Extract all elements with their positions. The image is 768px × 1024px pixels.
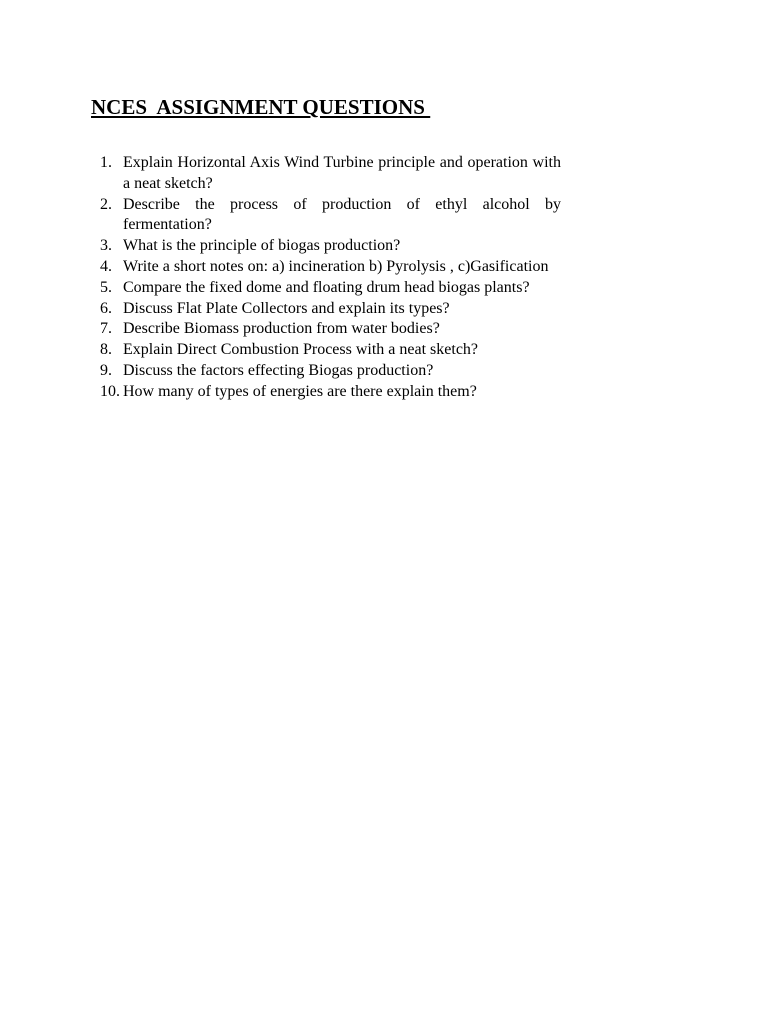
question-text: Describe the process of production of ethyl alcohol by fermentation? [123, 195, 561, 234]
list-item [91, 236, 561, 257]
question-text: What is the principle of biogas production? [123, 237, 401, 255]
list-item [91, 257, 561, 278]
question-number: 7. [100, 320, 112, 338]
question-number: 4. [100, 257, 112, 275]
question-text: Describe Biomass production from water bodies? [123, 320, 440, 338]
question-number: 2. [100, 195, 112, 213]
question-number: 8. [100, 341, 112, 359]
question-number: 3. [100, 237, 112, 255]
list-item [91, 382, 561, 403]
list-item [91, 195, 561, 237]
question-number: 9. [100, 361, 112, 379]
question-text: Discuss Flat Plate Collectors and explain its types? [123, 299, 450, 317]
list-item [91, 299, 561, 320]
list-item [91, 319, 561, 340]
list-item [91, 153, 561, 195]
question-text: Discuss the factors effecting Biogas production? [123, 361, 434, 379]
question-number: 1. [100, 154, 112, 171]
question-text: Write a short notes on: a) incineration b) Pyrolysis , c)Gasification [123, 257, 549, 275]
question-number: 6. [100, 299, 112, 317]
page-title: NCES ASSIGNMENT QUESTIONS [91, 95, 431, 119]
question-text: Explain Direct Combustion Process with a neat sketch? [123, 341, 479, 359]
question-text: Compare the fixed dome and floating drum head biogas plants? [123, 278, 530, 296]
question-number: 5. [100, 278, 112, 296]
question-text: How many of types of energies are there explain them? [123, 382, 477, 400]
list-item [91, 340, 561, 361]
question-list [91, 153, 561, 403]
list-item [91, 278, 561, 299]
question-number: 10. [100, 382, 120, 400]
list-item [91, 361, 561, 382]
question-text: Explain Horizontal Axis Wind Turbine principle and operation with a neat sketch? [123, 154, 561, 192]
